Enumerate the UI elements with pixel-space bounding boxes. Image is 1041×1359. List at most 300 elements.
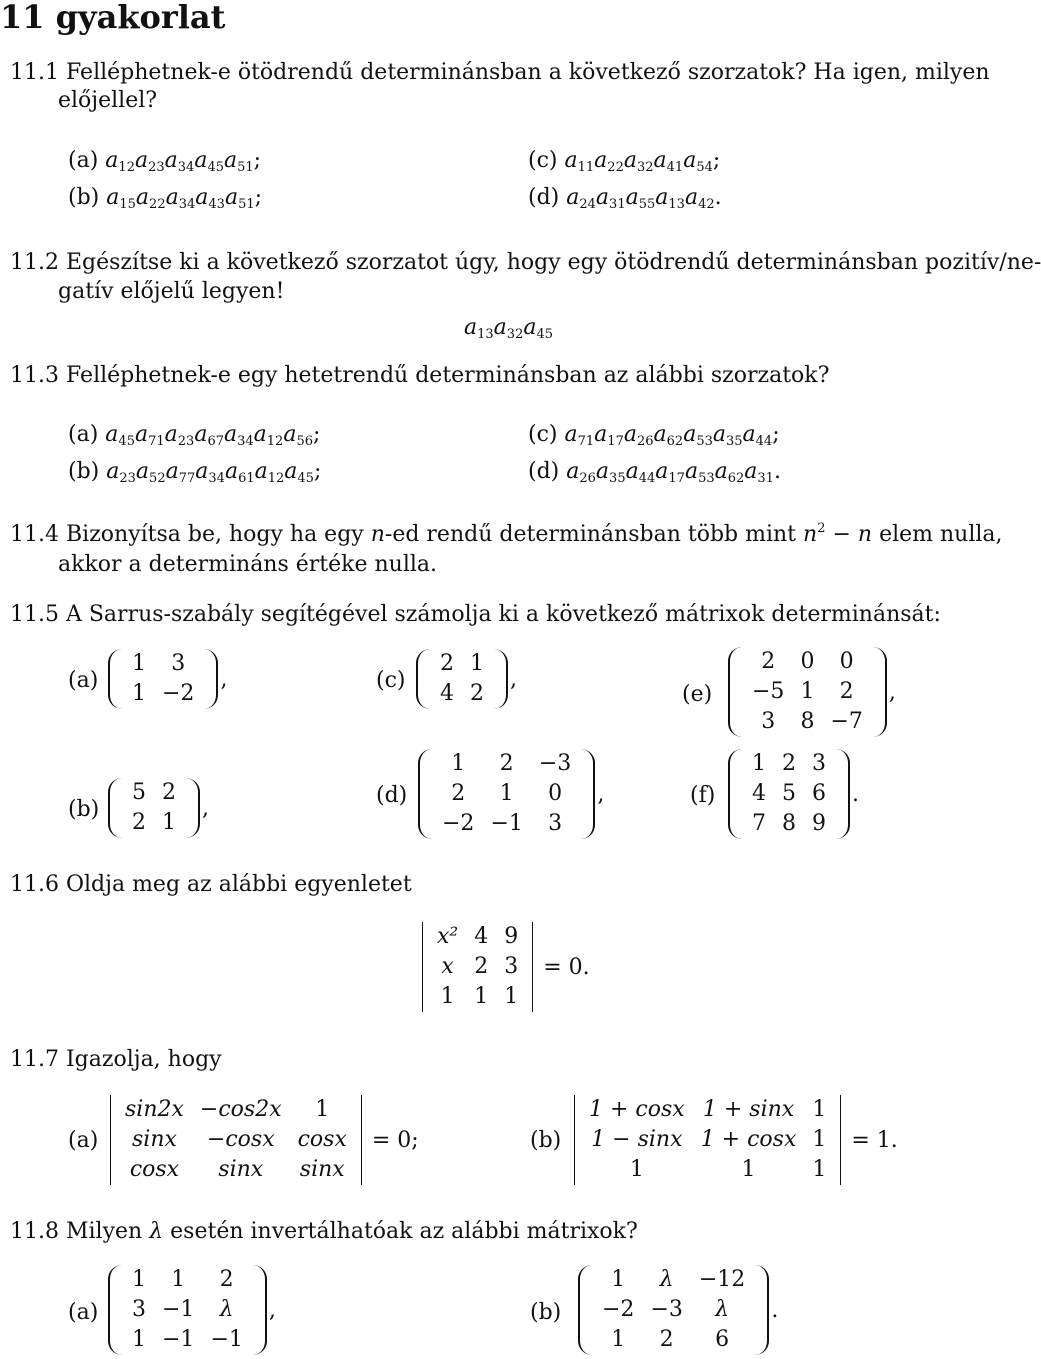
item-label: (c) bbox=[528, 422, 558, 447]
factor-a: a bbox=[595, 459, 610, 484]
factor-a: a bbox=[564, 422, 578, 447]
matrix-cells bbox=[124, 778, 184, 838]
matrix-cell: −cos2x bbox=[199, 1097, 282, 1122]
product-expression bbox=[565, 422, 780, 447]
index-subscript: 13 bbox=[477, 327, 494, 342]
matrix-row bbox=[117, 1125, 355, 1155]
matrix-cell: 2 bbox=[659, 1327, 674, 1352]
matrix-11-5-f bbox=[728, 749, 859, 839]
matrix-cell: x² bbox=[437, 924, 459, 949]
matrix-cell: 2 bbox=[132, 810, 146, 835]
index-subscript: 35 bbox=[609, 471, 626, 486]
det-label-b: (b) bbox=[530, 1128, 562, 1153]
matrix-11-8-b bbox=[578, 1265, 778, 1355]
matrix-11-5-a bbox=[108, 649, 227, 709]
matrix-row bbox=[124, 1295, 251, 1325]
matrix-cell: −cosx bbox=[206, 1127, 275, 1152]
factor-a: a bbox=[595, 185, 610, 210]
matrix-cell: 1 bbox=[440, 984, 455, 1009]
matrix-cell: 1 bbox=[132, 681, 146, 706]
matrix-row bbox=[124, 649, 202, 679]
punctuation: ; bbox=[253, 148, 262, 173]
product-expression bbox=[106, 185, 262, 210]
index-subscript: 62 bbox=[666, 434, 684, 449]
factor-a: a bbox=[464, 315, 478, 340]
product-expression bbox=[464, 315, 553, 340]
factor-a: a bbox=[105, 422, 119, 447]
index-subscript: 51 bbox=[237, 160, 254, 175]
problem-number: 11.7 bbox=[10, 1047, 59, 1072]
matrix-cell: 1 + sinx bbox=[702, 1097, 795, 1122]
matrix-cell: λ bbox=[715, 1297, 730, 1322]
var-n: n bbox=[803, 522, 818, 547]
index-subscript: 52 bbox=[149, 471, 166, 486]
factor-a: a bbox=[742, 422, 756, 447]
problem-number: 11.1 bbox=[10, 60, 59, 85]
matrix-cell: x bbox=[441, 954, 454, 979]
punctuation: , bbox=[510, 666, 517, 692]
index-subscript: 77 bbox=[178, 471, 196, 486]
index-subscript: 56 bbox=[296, 434, 313, 449]
factor-a: a bbox=[653, 148, 667, 173]
index-subscript: 34 bbox=[177, 160, 195, 175]
index-subscript: 24 bbox=[579, 197, 596, 212]
matrix-cell: −1 bbox=[162, 1327, 195, 1352]
matrix-cell: 1 bbox=[611, 1327, 626, 1352]
matrix-row bbox=[124, 1325, 251, 1355]
problem-11-8 bbox=[10, 1217, 638, 1247]
matrix-cell: 1 bbox=[611, 1267, 626, 1292]
problem-number: 11.8 bbox=[10, 1219, 59, 1244]
paren-left bbox=[108, 1265, 124, 1355]
matrix-row bbox=[117, 1095, 355, 1125]
factor-a: a bbox=[594, 422, 608, 447]
item-label: (d) bbox=[528, 459, 560, 484]
index-subscript: 23 bbox=[177, 434, 195, 449]
matrix-cell: 5 bbox=[132, 780, 146, 805]
factor-a: a bbox=[106, 459, 120, 484]
problem-number: 11.4 bbox=[10, 522, 59, 547]
paren-right bbox=[202, 649, 218, 709]
matrix-cell: 1 bbox=[812, 1157, 827, 1182]
matrix-cell: 3 bbox=[504, 954, 519, 979]
index-subscript: 26 bbox=[636, 434, 654, 449]
index-subscript: 67 bbox=[207, 434, 224, 449]
problem-11-4-line2: akkor a determináns értéke nulla. bbox=[58, 552, 438, 577]
matrix-cell: 1 bbox=[470, 651, 484, 676]
index-subscript: 22 bbox=[149, 197, 166, 212]
matrix-cell: 6 bbox=[715, 1327, 730, 1352]
matrix-cell: 9 bbox=[504, 924, 519, 949]
matrix-cell: 1 bbox=[499, 781, 514, 806]
index-subscript: 45 bbox=[536, 327, 554, 342]
matrix-cell: λ bbox=[219, 1297, 234, 1322]
matrix-cells bbox=[434, 749, 579, 839]
index-subscript: 22 bbox=[607, 160, 624, 175]
matrix-cells bbox=[124, 649, 202, 709]
index-subscript: 31 bbox=[757, 471, 774, 486]
matrix-cell: sinx bbox=[218, 1157, 264, 1182]
factor-a: a bbox=[134, 148, 149, 173]
matrix-row bbox=[124, 1265, 251, 1295]
matrix-cell: 3 bbox=[132, 1297, 146, 1322]
matrix-cell: cosx bbox=[297, 1127, 347, 1152]
factor-a: a bbox=[135, 185, 150, 210]
item-11-1-a bbox=[68, 146, 261, 176]
matrix-cells bbox=[432, 649, 492, 709]
factor-a: a bbox=[712, 422, 726, 447]
paren-left bbox=[728, 749, 744, 839]
punctuation: . bbox=[773, 459, 781, 484]
factor-a: a bbox=[566, 459, 580, 484]
product-11-2 bbox=[464, 313, 553, 343]
matrix-label-b: (b) bbox=[68, 797, 100, 822]
matrix-cell: 1 bbox=[629, 1157, 644, 1182]
matrix-cell: 4 bbox=[440, 681, 454, 706]
factor-a: a bbox=[224, 185, 239, 210]
paren-right bbox=[871, 647, 887, 737]
matrix-cell: 2 bbox=[470, 681, 484, 706]
matrix-label-8a: (a) bbox=[68, 1300, 99, 1325]
product-expression bbox=[105, 148, 261, 173]
index-subscript: 53 bbox=[698, 471, 715, 486]
problem-11-6 bbox=[10, 870, 412, 900]
problem-text: A Sarrus-szabály segítégével számolja ki a következő mátrixok determinánsát: bbox=[65, 602, 941, 627]
matrix-cell: 1 bbox=[162, 810, 176, 835]
punctuation: , bbox=[268, 1297, 276, 1323]
punctuation: , bbox=[202, 795, 209, 821]
index-subscript: 42 bbox=[698, 197, 715, 212]
matrix-cell: 3 bbox=[548, 811, 563, 836]
factor-a: a bbox=[164, 148, 178, 173]
matrix-cell: −3 bbox=[538, 751, 572, 776]
index-subscript: 41 bbox=[666, 160, 684, 175]
factor-a: a bbox=[223, 148, 238, 173]
item-11-1-d bbox=[528, 183, 722, 213]
matrix-cell: 1 bbox=[132, 651, 146, 676]
factor-a: a bbox=[134, 422, 149, 447]
punctuation: . bbox=[714, 185, 722, 210]
matrix-cell: 1 bbox=[171, 1267, 186, 1292]
matrix-row bbox=[744, 677, 871, 707]
problem-11-7 bbox=[10, 1045, 222, 1075]
punctuation: , bbox=[597, 781, 605, 807]
matrix-cell: 9 bbox=[812, 811, 826, 836]
matrix-label-d: (d) bbox=[376, 783, 408, 808]
matrix-cell: 2 bbox=[474, 954, 489, 979]
matrix-cell: −7 bbox=[830, 709, 863, 734]
matrix-cells bbox=[744, 749, 834, 839]
factor-a: a bbox=[684, 459, 699, 484]
matrix-cell: 1 bbox=[132, 1327, 146, 1352]
problem-text: Egészítse ki a következő szorzatot úgy, hogy egy ötödrendű determinánsban pozitív/ne- bbox=[65, 250, 1041, 275]
index-subscript: 13 bbox=[668, 197, 685, 212]
factor-a: a bbox=[655, 459, 669, 484]
factor-a: a bbox=[683, 422, 697, 447]
matrix-cell: 2 bbox=[782, 751, 796, 776]
matrix-row bbox=[432, 679, 492, 709]
index-subscript: 17 bbox=[607, 434, 624, 449]
index-subscript: 45 bbox=[207, 160, 224, 175]
problem-11-2-line2: gatív előjelű legyen! bbox=[58, 279, 285, 304]
matrix-11-5-e bbox=[728, 647, 896, 737]
matrix-row bbox=[434, 809, 579, 839]
problem-text: Felléphetnek-e egy hetetrendű determinánsban az alábbi szorzatok? bbox=[65, 363, 830, 388]
factor-a: a bbox=[164, 422, 178, 447]
paren-right bbox=[834, 749, 850, 839]
page-title: 11 gyakorlat bbox=[0, 0, 226, 36]
item-label: (d) bbox=[528, 185, 560, 210]
var-n: n bbox=[857, 522, 873, 547]
matrix-cell: sinx bbox=[299, 1157, 345, 1182]
paren-right bbox=[579, 749, 595, 839]
matrix-row bbox=[744, 707, 871, 737]
matrix-cell: 2 bbox=[219, 1267, 234, 1292]
index-subscript: 34 bbox=[178, 197, 196, 212]
factor-a: a bbox=[194, 148, 208, 173]
matrix-row bbox=[744, 809, 834, 839]
factor-a: a bbox=[195, 459, 209, 484]
factor-a: a bbox=[105, 148, 119, 173]
factor-a: a bbox=[684, 185, 699, 210]
matrix-row bbox=[117, 1155, 355, 1185]
matrix-cell: 1 bbox=[132, 1267, 146, 1292]
matrix-cell: λ bbox=[659, 1267, 674, 1292]
matrix-cell: 1 − sinx bbox=[591, 1127, 683, 1152]
punctuation: , bbox=[888, 679, 896, 705]
item-label: (a) bbox=[68, 148, 99, 173]
matrix-cell: −2 bbox=[162, 681, 195, 706]
problem-number: 11.6 bbox=[10, 872, 59, 897]
problem-text: Igazolja, hogy bbox=[65, 1047, 222, 1072]
problem-11-4-line1 bbox=[10, 520, 1003, 550]
matrix-cells bbox=[429, 922, 526, 1012]
exponent: 2 bbox=[817, 521, 826, 536]
problem-text: -ed rendű determinánsban több mint bbox=[384, 522, 797, 547]
index-subscript: 12 bbox=[266, 434, 284, 449]
index-subscript: 44 bbox=[755, 434, 773, 449]
matrix-cells bbox=[117, 1095, 355, 1185]
product-expression bbox=[105, 422, 320, 447]
matrix-cell: −2 bbox=[442, 811, 475, 836]
index-subscript: 35 bbox=[725, 434, 743, 449]
item-11-3-b bbox=[68, 457, 321, 487]
index-subscript: 51 bbox=[238, 197, 255, 212]
matrix-cell: 0 bbox=[839, 649, 854, 674]
index-subscript: 43 bbox=[208, 197, 225, 212]
problem-11-5 bbox=[10, 600, 941, 630]
matrix-11-8-a bbox=[108, 1265, 276, 1355]
det-bar-left bbox=[110, 1095, 117, 1185]
item-label: (a) bbox=[68, 422, 99, 447]
matrix-cell: 1 bbox=[800, 679, 815, 704]
product-expression bbox=[565, 148, 721, 173]
factor-a: a bbox=[284, 459, 298, 484]
factor-a: a bbox=[623, 422, 637, 447]
matrix-cell: 1 bbox=[504, 984, 519, 1009]
item-11-3-d bbox=[528, 457, 781, 487]
factor-a: a bbox=[253, 422, 267, 447]
index-subscript: 12 bbox=[267, 471, 285, 486]
factor-a: a bbox=[283, 422, 297, 447]
matrix-label-e: (e) bbox=[682, 682, 713, 707]
matrix-row bbox=[594, 1325, 753, 1355]
determinant-11-6 bbox=[422, 922, 590, 1012]
matrix-row bbox=[594, 1295, 753, 1325]
var-n: n bbox=[370, 522, 385, 547]
factor-a: a bbox=[523, 315, 537, 340]
matrix-cell: 2 bbox=[162, 780, 176, 805]
det-bar-right bbox=[355, 1095, 362, 1185]
matrix-cells bbox=[744, 647, 871, 737]
matrix-row bbox=[434, 779, 579, 809]
problem-11-1-line2: előjellel? bbox=[58, 88, 158, 113]
factor-a: a bbox=[625, 459, 639, 484]
item-11-1-b bbox=[68, 183, 262, 213]
matrix-cell: 2 bbox=[499, 751, 514, 776]
factor-a: a bbox=[566, 185, 580, 210]
matrix-cells bbox=[594, 1265, 753, 1355]
factor-a: a bbox=[493, 315, 507, 340]
matrix-cell: −1 bbox=[210, 1327, 243, 1352]
matrix-row bbox=[434, 749, 579, 779]
matrix-cell: 0 bbox=[800, 649, 815, 674]
index-subscript: 45 bbox=[297, 471, 314, 486]
problem-text: Bizonyítsa be, hogy ha egy bbox=[65, 522, 364, 547]
index-subscript: 34 bbox=[208, 471, 225, 486]
punctuation: . bbox=[852, 781, 859, 807]
matrix-cell: 2 bbox=[440, 651, 454, 676]
matrix-label-a: (a) bbox=[68, 668, 99, 693]
factor-a: a bbox=[625, 185, 639, 210]
matrix-11-5-d bbox=[418, 749, 604, 839]
matrix-cell: 3 bbox=[812, 751, 826, 776]
matrix-cell: 1 bbox=[752, 751, 766, 776]
index-subscript: 23 bbox=[148, 160, 165, 175]
factor-a: a bbox=[223, 422, 238, 447]
matrix-row bbox=[744, 749, 834, 779]
det-bar-left bbox=[422, 922, 429, 1012]
matrix-row bbox=[581, 1095, 834, 1125]
index-subscript: 26 bbox=[579, 471, 596, 486]
index-subscript: 11 bbox=[577, 160, 595, 175]
matrix-cell: 2 bbox=[451, 781, 466, 806]
item-11-3-a bbox=[68, 420, 320, 450]
factor-a: a bbox=[254, 459, 268, 484]
matrix-row bbox=[594, 1265, 753, 1295]
paren-right bbox=[184, 778, 200, 838]
punctuation: ; bbox=[712, 148, 721, 173]
matrix-label-f: (f) bbox=[690, 783, 716, 808]
determinant-11-7-b bbox=[574, 1095, 898, 1185]
index-subscript: 71 bbox=[577, 434, 595, 449]
index-subscript: 15 bbox=[119, 197, 136, 212]
det-bar-left bbox=[574, 1095, 581, 1185]
factor-a: a bbox=[106, 185, 120, 210]
matrix-cell: −1 bbox=[490, 811, 523, 836]
matrix-cell: 4 bbox=[752, 781, 766, 806]
matrix-cells bbox=[581, 1095, 834, 1185]
index-subscript: 53 bbox=[696, 434, 713, 449]
index-subscript: 62 bbox=[727, 471, 745, 486]
index-subscript: 32 bbox=[636, 160, 654, 175]
factor-a: a bbox=[195, 185, 209, 210]
matrix-row bbox=[581, 1125, 834, 1155]
matrix-cell: 5 bbox=[782, 781, 796, 806]
punctuation: ; bbox=[313, 459, 322, 484]
index-subscript: 71 bbox=[148, 434, 165, 449]
problem-11-1-line1 bbox=[10, 58, 990, 88]
matrix-label-c: (c) bbox=[376, 668, 406, 693]
matrix-row bbox=[124, 778, 184, 808]
paren-left bbox=[108, 649, 124, 709]
punctuation: ; bbox=[313, 422, 321, 447]
matrix-cell: 1 + cosx bbox=[700, 1127, 797, 1152]
index-subscript: 45 bbox=[118, 434, 135, 449]
punctuation: ; bbox=[254, 185, 263, 210]
product-expression bbox=[566, 185, 721, 210]
index-subscript: 31 bbox=[609, 197, 626, 212]
factor-a: a bbox=[165, 185, 179, 210]
matrix-row bbox=[429, 982, 526, 1012]
item-label: (b) bbox=[68, 459, 100, 484]
matrix-label-8b: (b) bbox=[530, 1300, 562, 1325]
factor-a: a bbox=[623, 148, 637, 173]
index-subscript: 55 bbox=[638, 197, 656, 212]
punctuation: ; bbox=[772, 422, 780, 447]
paren-left bbox=[416, 649, 432, 709]
minus-sign: − bbox=[825, 522, 858, 547]
matrix-11-5-c bbox=[416, 649, 517, 709]
index-subscript: 32 bbox=[506, 327, 524, 342]
index-subscript: 12 bbox=[118, 160, 135, 175]
punctuation: . bbox=[771, 1297, 779, 1323]
matrix-row bbox=[432, 649, 492, 679]
matrix-row bbox=[124, 808, 184, 838]
matrix-cell: 3 bbox=[171, 651, 186, 676]
matrix-cell: 6 bbox=[812, 781, 826, 806]
determinant-11-7-a bbox=[110, 1095, 419, 1185]
matrix-cell: 1 + cosx bbox=[589, 1097, 685, 1122]
paren-left bbox=[108, 778, 124, 838]
problem-number: 11.5 bbox=[10, 602, 59, 627]
problem-11-2-line1 bbox=[10, 248, 1041, 278]
item-11-3-c bbox=[528, 420, 780, 450]
matrix-cell: 2 bbox=[761, 649, 776, 674]
det-bar-right bbox=[526, 922, 533, 1012]
index-subscript: 61 bbox=[238, 471, 255, 486]
item-11-1-c bbox=[528, 146, 720, 176]
matrix-cell: −3 bbox=[650, 1297, 683, 1322]
matrix-cell: 2 bbox=[839, 679, 854, 704]
matrix-cells bbox=[124, 1265, 251, 1355]
matrix-cell: −2 bbox=[602, 1297, 635, 1322]
factor-a: a bbox=[564, 148, 578, 173]
problem-text: elem nulla, bbox=[879, 522, 1003, 547]
problem-11-3 bbox=[10, 361, 829, 391]
matrix-cell: 8 bbox=[782, 811, 796, 836]
factor-a: a bbox=[683, 148, 697, 173]
problem-text: esetén invertálhatóak az alábbi mátrixok? bbox=[170, 1219, 638, 1244]
problem-text: Oldja meg az alábbi egyenletet bbox=[65, 872, 412, 897]
factor-a: a bbox=[194, 422, 208, 447]
det-label-a: (a) bbox=[68, 1128, 99, 1153]
matrix-cell: 1 bbox=[315, 1097, 330, 1122]
matrix-cell: −1 bbox=[162, 1297, 195, 1322]
item-label: (c) bbox=[528, 148, 558, 173]
index-subscript: 17 bbox=[668, 471, 685, 486]
matrix-cell: 1 bbox=[812, 1127, 827, 1152]
